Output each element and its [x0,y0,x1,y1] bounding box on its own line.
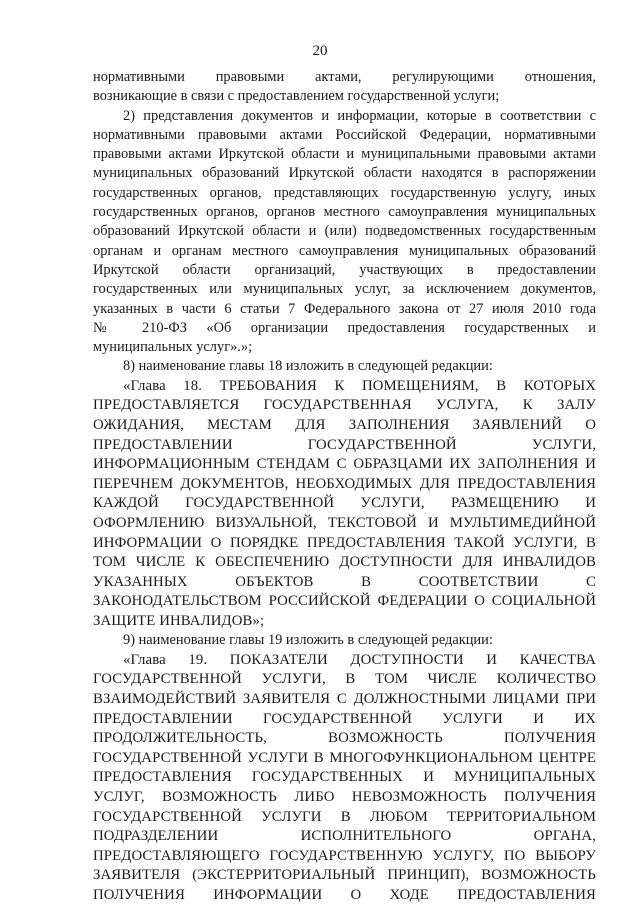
page-number: 20 [312,43,328,59]
text-paragraph [93,107,596,358]
text-line: ИНФОРМАЦИИ О ПОРЯДКЕ ПРЕДОСТАВЛЕНИЯ ТАКОЙ УСЛУГИ, В [93,534,596,551]
text-line: правовыми актами Иркутской области и муниципальными правовыми актами [93,146,596,163]
text-line: государственных органов, органов местного самоуправления муниципальных [93,204,596,221]
text-line: ПРЕДОСТАВЛЕНИИ ГОСУДАРСТВЕННОЙ УСЛУГИ, [93,436,596,453]
text-line: указанных в части 6 статьи 7 Федерального закона от 27 июля 2010 года [93,300,596,317]
text-line: 8) наименование главы 18 изложить в следующей редакции: [123,358,493,375]
text-line: нормативными правовыми актами, регулирующими отношения, [93,69,596,85]
text-line: государственных органов, представляющих государственную услугу, иных [93,184,596,201]
text-line: ПРЕДОСТАВЛЕНИИ ГОСУДАРСТВЕННОЙ УСЛУГИ И ИХ [93,710,596,727]
text-line: ПРЕДОСТАВЛЯЕТСЯ ГОСУДАРСТВЕННАЯ УСЛУГА, К ЗАЛУ [93,397,596,414]
text-line: № 210-ФЗ «Об организации предоставления государственных и [93,319,596,336]
text-line: муниципальных услуг».»; [93,339,253,356]
text-line: Иркутской области организаций, участвующих в предоставлении [93,261,596,278]
text-line: «Глава 19. ПОКАЗАТЕЛИ ДОСТУПНОСТИ И КАЧЕСТВА [123,651,596,668]
text-line: ПОДРАЗДЕЛЕНИИ ИСПОЛНИТЕЛЬНОГО ОРГАНА, [93,828,596,845]
text-line: УКАЗАННЫХ ОБЪЕКТОВ В СООТВЕТСТВИИ С [93,573,596,590]
text-line: 2) представления документов и информации, которые в соответствии с [123,107,596,124]
text-line: ПРОДОЛЖИТЕЛЬНОСТЬ, ВОЗМОЖНОСТЬ ПОЛУЧЕНИЯ [93,730,596,747]
text-paragraph [93,68,596,107]
text-line: 9) наименование главы 19 изложить в следующей редакции: [123,632,493,649]
text-line: ТОМ ЧИСЛЕ К ОБЕСПЕЧЕНИЮ ДОСТУПНОСТИ ДЛЯ ИНВАЛИДОВ [93,554,596,571]
document-body [93,68,596,905]
text-line: УСЛУГ, ВОЗМОЖНОСТЬ ЛИБО НЕВОЗМОЖНОСТЬ ПОЛУЧЕНИЯ [93,788,596,805]
text-line: государственных или муниципальных услуг, за исключением документов, [93,281,596,298]
text-line: нормативными правовыми актами Российской Федерации, нормативными [93,126,596,143]
text-line: возникающие в связи с предоставлением государственной услуги; [93,88,500,105]
text-line: ГОСУДАРСТВЕННОЙ УСЛУГИ, В ТОМ ЧИСЛЕ КОЛИЧЕСТВО [93,671,596,688]
text-line: образований Иркутской области и (или) подведомственных государственным [93,223,596,240]
text-line: ЗАЯВИТЕЛЯ (ЭКСТЕРРИТОРИАЛЬНЫЙ ПРИНЦИП), ВОЗМОЖНОСТЬ [93,867,596,884]
text-line: муниципальных образований Иркутской области находятся в распоряжении [93,165,596,182]
text-line: ОФОРМЛЕНИЮ ВИЗУАЛЬНОЙ, ТЕКСТОВОЙ И МУЛЬТИМЕДИЙНОЙ [93,514,596,531]
text-line: ПРЕДОСТАВЛЯЮЩЕГО ГОСУДАРСТВЕННУЮ УСЛУГУ, ПО ВЫБОРУ [93,847,596,864]
text-paragraph [93,631,596,650]
text-line: ИНФОРМАЦИОННЫМ СТЕНДАМ С ОБРАЗЦАМИ ИХ ЗАПОЛНЕНИЯ И [93,456,596,473]
chapter-heading-paragraph [93,651,596,905]
text-line: ПРЕДОСТАВЛЕНИЯ ГОСУДАРСТВЕННЫХ И МУНИЦИПАЛЬНЫХ [93,769,596,786]
text-line: ЗАЩИТЕ ИНВАЛИДОВ»; [93,612,265,629]
text-line: ГОСУДАРСТВЕННОЙ УСЛУГИ В ЛЮБОМ ТЕРРИТОРИАЛЬНОМ [93,808,596,825]
text-line: ОЖИДАНИЯ, МЕСТАМ ДЛЯ ЗАПОЛНЕНИЯ ЗАЯВЛЕНИЙ О [93,416,596,433]
text-line: ЗАКОНОДАТЕЛЬСТВОМ РОССИЙСКОЙ ФЕДЕРАЦИИ О СОЦИАЛЬНОЙ [93,593,596,610]
text-line: ПЕРЕЧНЕМ ДОКУМЕНТОВ, НЕОБХОДИМЫХ ДЛЯ ПРЕДОСТАВЛЕНИЯ [93,475,596,492]
text-line: «Глава 18. ТРЕБОВАНИЯ К ПОМЕЩЕНИЯМ, В КОТОРЫХ [123,377,596,394]
text-line: ГОСУДАРСТВЕННОЙ УСЛУГИ В МНОГОФУНКЦИОНАЛЬНОМ ЦЕНТРЕ [93,749,596,766]
text-paragraph [93,357,596,376]
text-line: КАЖДОЙ ГОСУДАРСТВЕННОЙ УСЛУГИ, РАЗМЕЩЕНИЮ И [93,495,596,512]
text-line: ВЗАИМОДЕЙСТВИЙ ЗАЯВИТЕЛЯ С ДОЛЖНОСТНЫМИ ЛИЦАМИ ПРИ [93,690,596,707]
chapter-heading-paragraph [93,377,596,632]
text-line: органам и органам местного самоуправления муниципальных образований [93,242,596,259]
text-line: ПОЛУЧЕНИЯ ИНФОРМАЦИИ О ХОДЕ ПРЕДОСТАВЛЕНИЯ [93,886,596,903]
